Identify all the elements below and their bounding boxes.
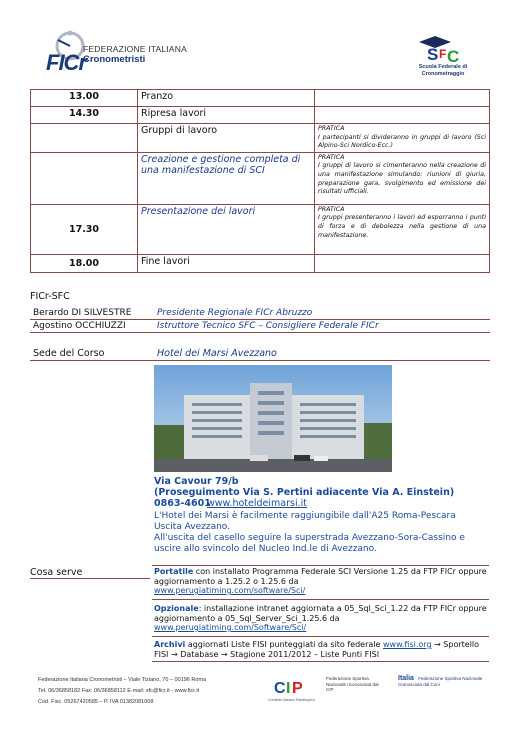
note-cell bbox=[315, 254, 490, 272]
table-row bbox=[31, 107, 490, 124]
svg-text:S: S bbox=[427, 45, 439, 64]
time-cell: 14.30 bbox=[31, 107, 138, 124]
activity-cell: Pranzo bbox=[138, 90, 315, 107]
table-row bbox=[30, 320, 490, 333]
svg-text:C: C bbox=[274, 680, 286, 697]
venue-name: Hotel dei Marsi Avezzano bbox=[154, 347, 490, 361]
ficr-name-line1: FEDERAZIONE ITALIANA bbox=[83, 44, 187, 54]
note-text: I partecipanti si divideranno in gruppi di lavoro (Sci Alpino-Sci Nordico-Ecc.) bbox=[318, 133, 486, 150]
activity-cell: Gruppi di lavoro bbox=[138, 124, 315, 153]
ficr-name-line2: Cronometristi bbox=[83, 54, 146, 65]
schedule-table bbox=[30, 89, 490, 273]
req-heading: Portatile bbox=[154, 567, 194, 576]
divider bbox=[152, 565, 489, 566]
ficr-wordmark: FICr bbox=[46, 50, 86, 75]
note-cell bbox=[315, 152, 490, 204]
divider bbox=[152, 636, 489, 637]
note-cell bbox=[315, 90, 490, 107]
footer-address: Federazione Italiana Cronometristi – Viale Tiziano, 70 – 00196 Roma bbox=[38, 677, 207, 683]
footer-taxcodes: Cod. Fisc. 05267420585 – P. IVA 01382081008 bbox=[38, 699, 154, 705]
req-text: aggiornati Liste FISI punteggiati da sito federale bbox=[185, 640, 383, 649]
staff-name: Agostino OCCHIUZZI bbox=[30, 320, 154, 333]
req-heading: Archivi bbox=[154, 640, 186, 649]
table-row bbox=[31, 124, 490, 153]
svg-text:I: I bbox=[286, 680, 291, 697]
time-cell: 17.30 bbox=[31, 204, 138, 254]
footer-info bbox=[38, 675, 206, 708]
svg-text:Comitato Italiano Paralimpico: Comitato Italiano Paralimpico bbox=[268, 698, 315, 702]
venue-address: Via Cavour 79/b bbox=[154, 476, 239, 487]
staff-role: Istruttore Tecnico SFC – Consigliere Federale FICr bbox=[154, 320, 490, 333]
note-cell bbox=[315, 204, 490, 254]
venue-address-note: (Proseguimento Via S. Pertini adiacente Via A. Einstein) bbox=[154, 487, 455, 498]
perugiatiming-link[interactable]: www.perugiatiming.com/software/Sci/ bbox=[154, 586, 306, 595]
requirements-label: Cosa serve bbox=[30, 567, 83, 578]
activity-cell: Fine lavori bbox=[138, 254, 315, 272]
sfc-caption: Scuola Federale di Cronometraggio bbox=[418, 64, 468, 77]
svg-text:F: F bbox=[439, 47, 447, 61]
coni-text: Federazione Sportiva Nazionale riconosciuta dal Coni bbox=[398, 676, 483, 687]
venue-phone: 0863-4601 bbox=[154, 498, 211, 509]
section-label-ficr-sfc: FICr-SFC bbox=[30, 291, 70, 302]
time-cell: 13.00 bbox=[31, 90, 138, 107]
activity-cell: Presentazione dei lavori bbox=[138, 204, 315, 254]
staff-name: Berardo DI SILVESTRE bbox=[30, 307, 154, 320]
venue-website-link[interactable]: www.hoteldeimarsi.it bbox=[207, 498, 307, 509]
directions-line: All'uscita del casello seguire la superstrada Avezzano-Sora-Cassino e uscire allo svincolo del Nucleo Ind.le di Avezzano. bbox=[154, 533, 465, 554]
activity-cell: Creazione e gestione completa di una manifestazione di SCI bbox=[138, 152, 315, 204]
cip-recognition: Federazione Sportiva Nazionale riconosciuta dal CIP bbox=[326, 676, 379, 692]
hotel-photo bbox=[154, 365, 392, 472]
venue-directions bbox=[154, 511, 484, 555]
req-text: : installazione intranet aggiornata a 05_Sql_Sci_1.22 da FTP FICr oppure aggiornamento a 05_Sql_Server_Sci_1.25.6 da bbox=[154, 604, 487, 623]
time-cell: 18.00 bbox=[31, 254, 138, 272]
req-text: → Sportello FISI → Database → Stagione 2011/2012 – Liste Punti FISI bbox=[154, 640, 480, 659]
divider bbox=[152, 599, 489, 600]
sfc-logo bbox=[413, 32, 473, 64]
directions-line: L'Hotel dei Marsi è facilmente raggiungibile dall'A25 Roma-Pescara Uscita Avezzano. bbox=[154, 511, 456, 532]
table-row bbox=[30, 347, 490, 361]
note-heading: PRATICA bbox=[318, 205, 345, 213]
table-row bbox=[31, 152, 490, 204]
svg-text:C: C bbox=[447, 47, 460, 64]
staff-table bbox=[30, 307, 490, 333]
note-cell bbox=[315, 124, 490, 153]
note-heading: PRATICA bbox=[318, 125, 345, 132]
note-text: I gruppi presenteranno i lavori ed esporranno i punti di forza e di debolezza nella gestione di una manifestazione. bbox=[318, 214, 486, 239]
activity-cell: Ripresa lavori bbox=[138, 107, 315, 124]
table-row bbox=[31, 204, 490, 254]
note-text: I gruppi di lavoro si cimenteranno nella creazione di una manifestazione simulando: riunioni di giuria, preparazione gara, svolgimento ed emissione dei risultati ufficiali. bbox=[318, 162, 486, 196]
divider bbox=[152, 661, 489, 662]
venue-label: Sede del Corso bbox=[30, 347, 154, 361]
requirement-optional bbox=[154, 604, 489, 633]
note-cell bbox=[315, 107, 490, 124]
time-cell bbox=[31, 152, 138, 204]
note-heading: PRATICA bbox=[318, 153, 345, 161]
time-cell bbox=[31, 124, 138, 153]
coni-recognition: Italia Federazione Sportiva Nazionale riconosciuta dal Coni bbox=[398, 675, 483, 687]
cip-logo bbox=[268, 676, 320, 704]
requirement-archives bbox=[154, 640, 489, 659]
fisi-link[interactable]: www.fisi.org bbox=[382, 640, 432, 649]
requirement-laptop bbox=[154, 567, 489, 596]
table-row bbox=[31, 90, 490, 107]
svg-text:P: P bbox=[292, 680, 303, 697]
perugiatiming-link[interactable]: www.perugiatiming.com/Software/Sci/ bbox=[154, 623, 307, 632]
req-text: con installato Programma Federale SCI Versione 1.25 da FTP FICr oppure aggiornamento a 1.25.2 o 1.25.6 da bbox=[154, 567, 487, 586]
table-row bbox=[30, 307, 490, 320]
divider bbox=[30, 578, 150, 579]
venue-table bbox=[30, 347, 490, 361]
staff-role: Presidente Regionale FICr Abruzzo bbox=[154, 307, 490, 320]
footer-contacts: Tel. 06/36858182 Fax: 06/36858112 E-mail: sfc@ficr.it - www.ficr.it bbox=[38, 688, 200, 694]
req-heading: Opzionale bbox=[154, 604, 199, 613]
table-row bbox=[31, 254, 490, 272]
